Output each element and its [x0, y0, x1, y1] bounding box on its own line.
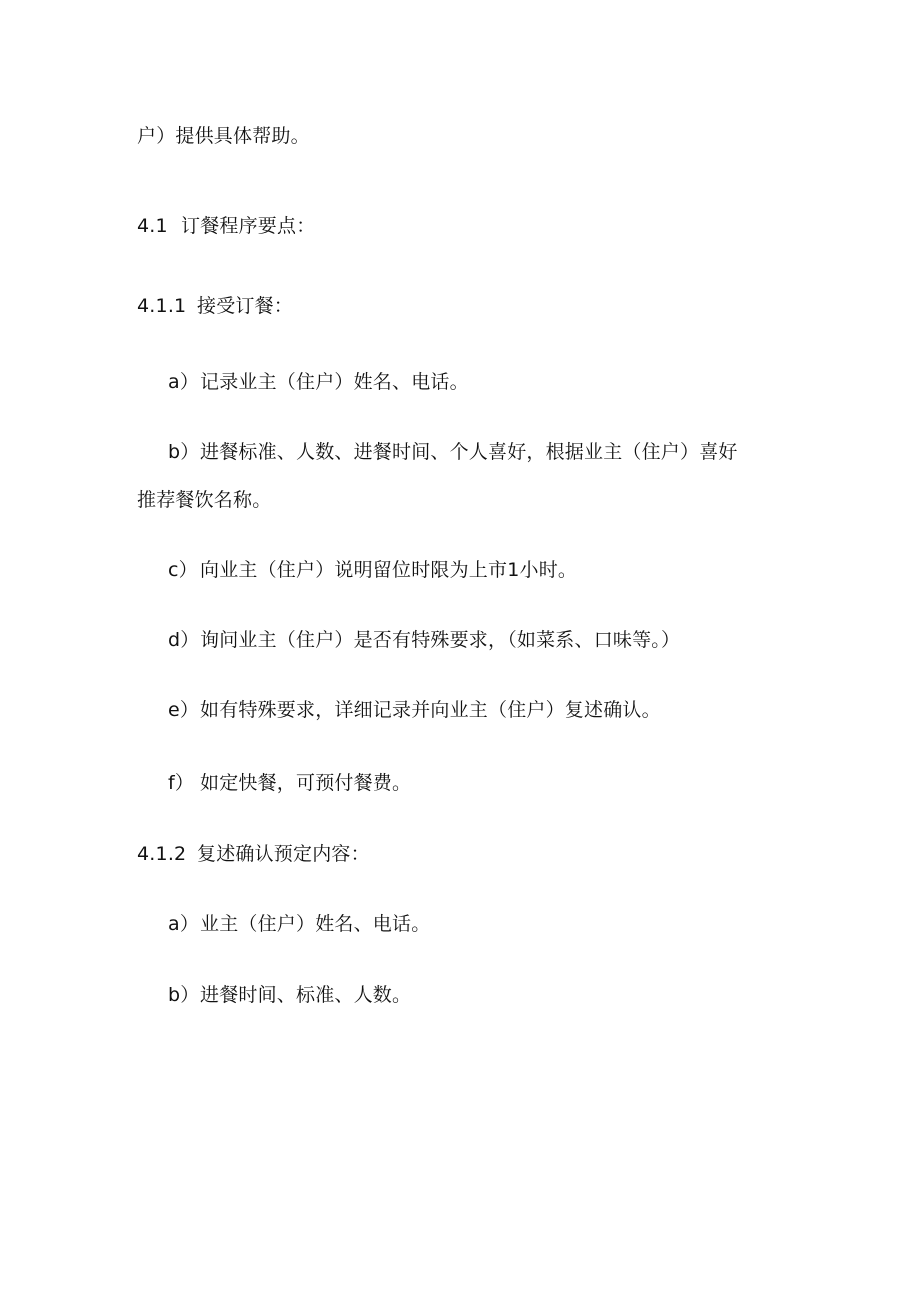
list-item-label: a）	[168, 913, 200, 935]
list-item-label: c）	[168, 559, 198, 581]
list-item-text: 如定快餐，可预付餐费。	[200, 772, 412, 794]
list-item-text: 进餐时间、标准、人数。	[200, 984, 412, 1006]
list-item-continuation-text: 推荐餐饮名称。	[137, 489, 272, 511]
list-item	[168, 370, 469, 394]
list-item-label: f）	[168, 772, 195, 794]
list-item-text: 如有特殊要求，详细记录并向业主（住户）复述确认。	[200, 699, 661, 721]
list-item-text: 询问业主（住户）是否有特殊要求，（如菜系、口味等。）	[200, 629, 681, 651]
section-title: 订餐程序要点：	[181, 215, 316, 237]
list-item	[168, 558, 577, 582]
section-number: 4.1	[137, 215, 168, 237]
continuation-text: 户）提供具体帮助。	[137, 125, 310, 147]
list-item-text: 业主（住户）姓名、电话。	[200, 913, 431, 935]
continuation-line	[137, 124, 310, 148]
list-item	[168, 440, 738, 464]
list-item-label: d）	[168, 629, 200, 651]
list-item-label: e）	[168, 699, 200, 721]
section-heading-4-1-1	[137, 294, 293, 318]
list-item-text: 向业主（住户）说明留位时限为上市1小时。	[200, 559, 578, 581]
list-item-text: 进餐标准、人数、进餐时间、个人喜好，根据业主（住户）喜好	[200, 441, 738, 463]
list-item-label: b）	[168, 441, 200, 463]
list-item-continuation	[137, 488, 271, 512]
list-item-label: a）	[168, 371, 200, 393]
list-item	[168, 698, 661, 722]
section-heading-4-1	[137, 214, 315, 238]
list-item-text: 记录业主（住户）姓名、电话。	[200, 371, 469, 393]
list-item-label: b）	[168, 984, 200, 1006]
list-item	[168, 912, 430, 936]
list-item	[168, 983, 411, 1007]
section-heading-4-1-2	[137, 842, 370, 866]
list-item	[168, 628, 680, 652]
section-number: 4.1.1	[137, 295, 187, 317]
section-title: 接受订餐：	[197, 295, 294, 317]
section-title: 复述确认预定内容：	[197, 843, 370, 865]
list-item	[168, 771, 411, 795]
section-number: 4.1.2	[137, 843, 187, 865]
